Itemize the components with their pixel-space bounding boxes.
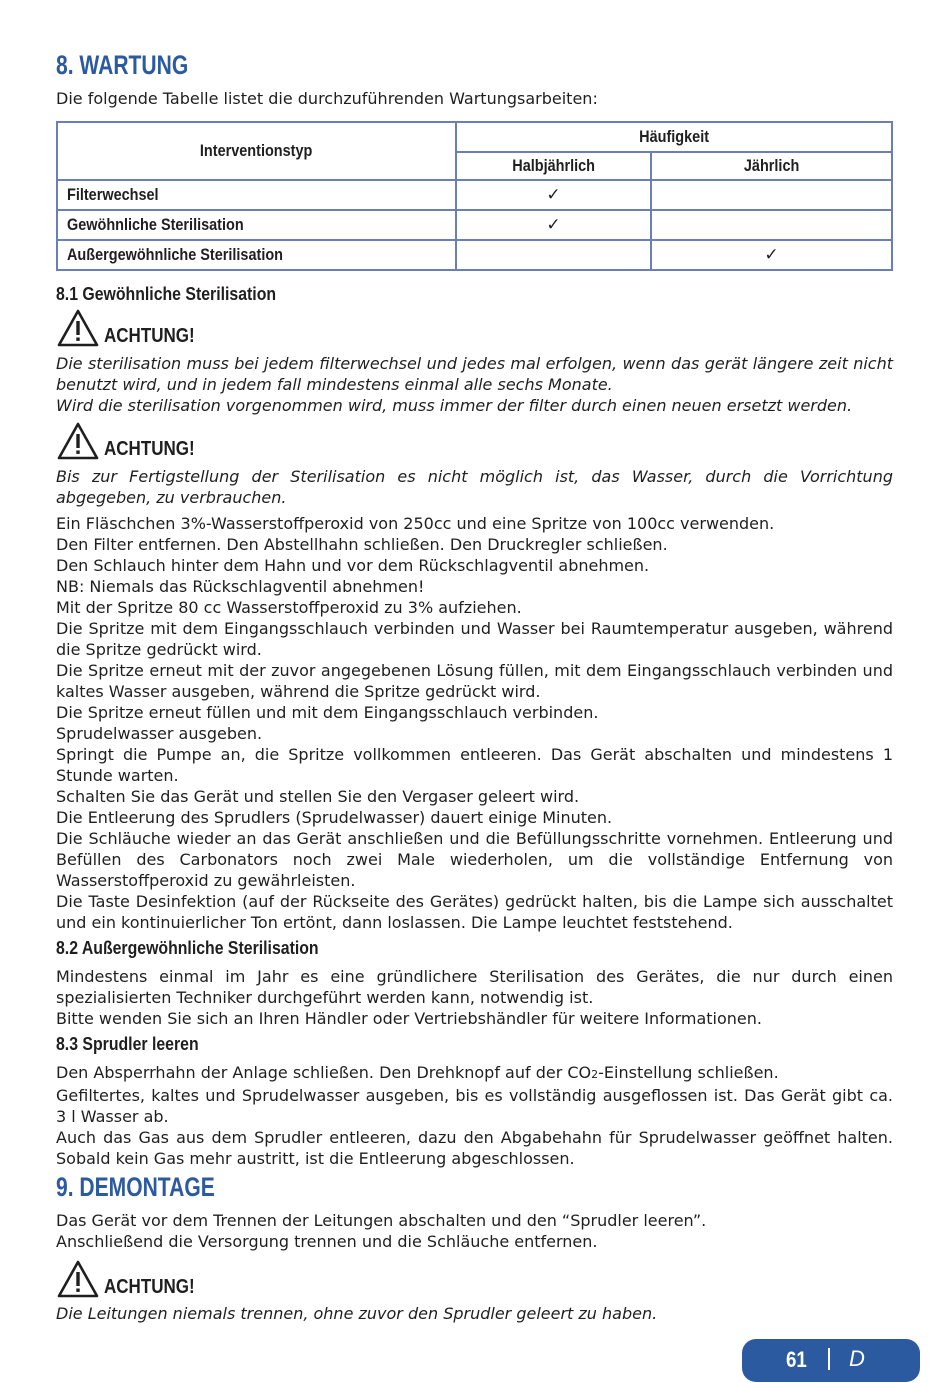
warning-triangle-icon: [56, 1259, 100, 1299]
language-code: D: [849, 1346, 865, 1371]
step: Die Entleerung des Sprudlers (Sprudelwasser) dauert einige Minuten.: [56, 808, 613, 827]
header-frequency: Häufigkeit: [456, 122, 892, 152]
sterilisation-steps: [56, 513, 893, 933]
section-9-text: Das Gerät vor dem Trennen der Leitungen abschalten und den “Sprudler leeren”. Anschließend die Versorgung trennen und die Schläuche entfernen.: [56, 1211, 707, 1251]
step: Die Schläuche wieder an das Gerät anschließen und die Befüllungsschritte vornehmen. Entleerung und Befüllen des Carbonators noch zwei Male wiederholen, um die vollständige Entfernung von Wasserstoffperoxid zu gewährleisten.: [56, 829, 893, 890]
step: Springt die Pumpe an, die Spritze vollkommen entleeren. Das Gerät abschalten und mindestens 1 Stunde warten.: [56, 745, 893, 785]
row-label: Gewöhnliche Sterilisation: [67, 215, 244, 234]
step: Ein Fläschchen 3%-Wasserstoffperoxid von 250cc und eine Spritze von 100cc verwenden.: [56, 514, 775, 533]
check-icon: ✓: [456, 210, 651, 240]
warning-label: ACHTUNG!: [104, 438, 195, 460]
warning-text: Die sterilisation muss bei jedem filterwechsel und jedes mal erfolgen, wenn das gerät längere zeit nicht benutzt wird, und in jedem fall mindestens einmal alle sechs Monate. Wird die sterilisation vorgenommen wird, muss immer der filter durch einen neuen ersetzt werden.: [56, 354, 893, 415]
section-8-title: 8. WARTUNG: [56, 50, 189, 80]
section-8-2-title: 8.2 Außergewöhnliche Sterilisation: [56, 938, 319, 958]
step: Die Spritze erneut füllen und mit dem Eingangsschlauch verbinden.: [56, 703, 599, 722]
step: Sprudelwasser ausgeben.: [56, 724, 263, 743]
check-cell: [456, 240, 651, 270]
table-row: [57, 180, 892, 210]
page-number: 61: [786, 1347, 807, 1372]
check-icon: ✓: [456, 180, 651, 210]
table-row: [57, 210, 892, 240]
check-cell: [651, 210, 892, 240]
section-8-1-title: 8.1 Gewöhnliche Sterilisation: [56, 284, 277, 304]
row-label: Außergewöhnliche Sterilisation: [67, 245, 283, 264]
warning-triangle-icon: [56, 308, 100, 348]
header-halfyearly: Halbjährlich: [456, 152, 651, 180]
section-8-3-text: Den Absperrhahn der Anlage schließen. Den Drehknopf auf der CO2-Einstellung schließen. Gefiltertes, kaltes und Sprudelwasser ausgeben, bis es vollständig ausgeflossen ist. Das Gerät gibt ca. 3 l Wasser ab. Auch das Gas aus dem Sprudler entleeren, dazu den Abgabehahn für Sprudelwasser geöffnet halten. Sobald kein Gas mehr austritt, ist die Entleerung abgeschlossen.: [56, 1063, 893, 1168]
step: NB: Niemals das Rückschlagventil abnehmen!: [56, 577, 425, 596]
check-icon: ✓: [651, 240, 892, 270]
warning-text: Die Leitungen niemals trennen, ohne zuvor den Sprudler geleert zu haben.: [56, 1304, 658, 1323]
step: Den Schlauch hinter dem Hahn und vor dem Rückschlagventil abnehmen.: [56, 556, 650, 575]
step: Die Taste Desinfektion (auf der Rückseite des Gerätes) gedrückt halten, bis die Lampe sich ausschaltet und ein kontinuierlicher Ton ertönt, dann loslassen. Die Lampe leuchtet feststehend.: [56, 892, 893, 932]
step: Schalten Sie das Gerät und stellen Sie den Vergaser geleert wird.: [56, 787, 580, 806]
step: Die Spritze erneut mit der zuvor angegebenen Lösung füllen, mit dem Eingangsschlauch verbinden und kaltes Wasser ausgeben, während die Spritze gedrückt wird.: [56, 661, 893, 701]
row-label: Filterwechsel: [67, 185, 159, 204]
page-footer-badge: [742, 1339, 920, 1382]
section-9-title: 9. DEMONTAGE: [56, 1172, 215, 1202]
footer-divider: [828, 1348, 830, 1370]
warning-label: ACHTUNG!: [104, 325, 195, 347]
step: Mit der Spritze 80 cc Wasserstoffperoxid zu 3% aufziehen.: [56, 598, 522, 617]
header-intervention-type: Interventionstyp: [57, 122, 456, 180]
section-8-3-title: 8.3 Sprudler leeren: [56, 1034, 199, 1054]
check-cell: [651, 180, 892, 210]
warning-label: ACHTUNG!: [104, 1276, 195, 1298]
section-8-2-text: Mindestens einmal im Jahr es eine gründlichere Sterilisation des Gerätes, die nur durch einen spezialisierten Techniker durchgeführt werden kann, notwendig ist. Bitte wenden Sie sich an Ihren Händler oder Vertriebshändler für weitere Informationen.: [56, 967, 893, 1028]
header-yearly: Jährlich: [651, 152, 892, 180]
table-row: [57, 240, 892, 270]
warning-text: Bis zur Fertigstellung der Sterilisation es nicht möglich ist, das Wasser, durch die Vorrichtung abgegeben, zu verbrauchen.: [56, 467, 893, 507]
step: Den Filter entfernen. Den Abstellhahn schließen. Den Druckregler schließen.: [56, 535, 668, 554]
step: Die Spritze mit dem Eingangsschlauch verbinden und Wasser bei Raumtemperatur ausgeben, während die Spritze gedrückt wird.: [56, 619, 893, 659]
maintenance-table: [56, 121, 893, 271]
section-8-intro: Die folgende Tabelle listet die durchzuführenden Wartungsarbeiten:: [56, 89, 598, 108]
warning-triangle-icon: [56, 421, 100, 461]
